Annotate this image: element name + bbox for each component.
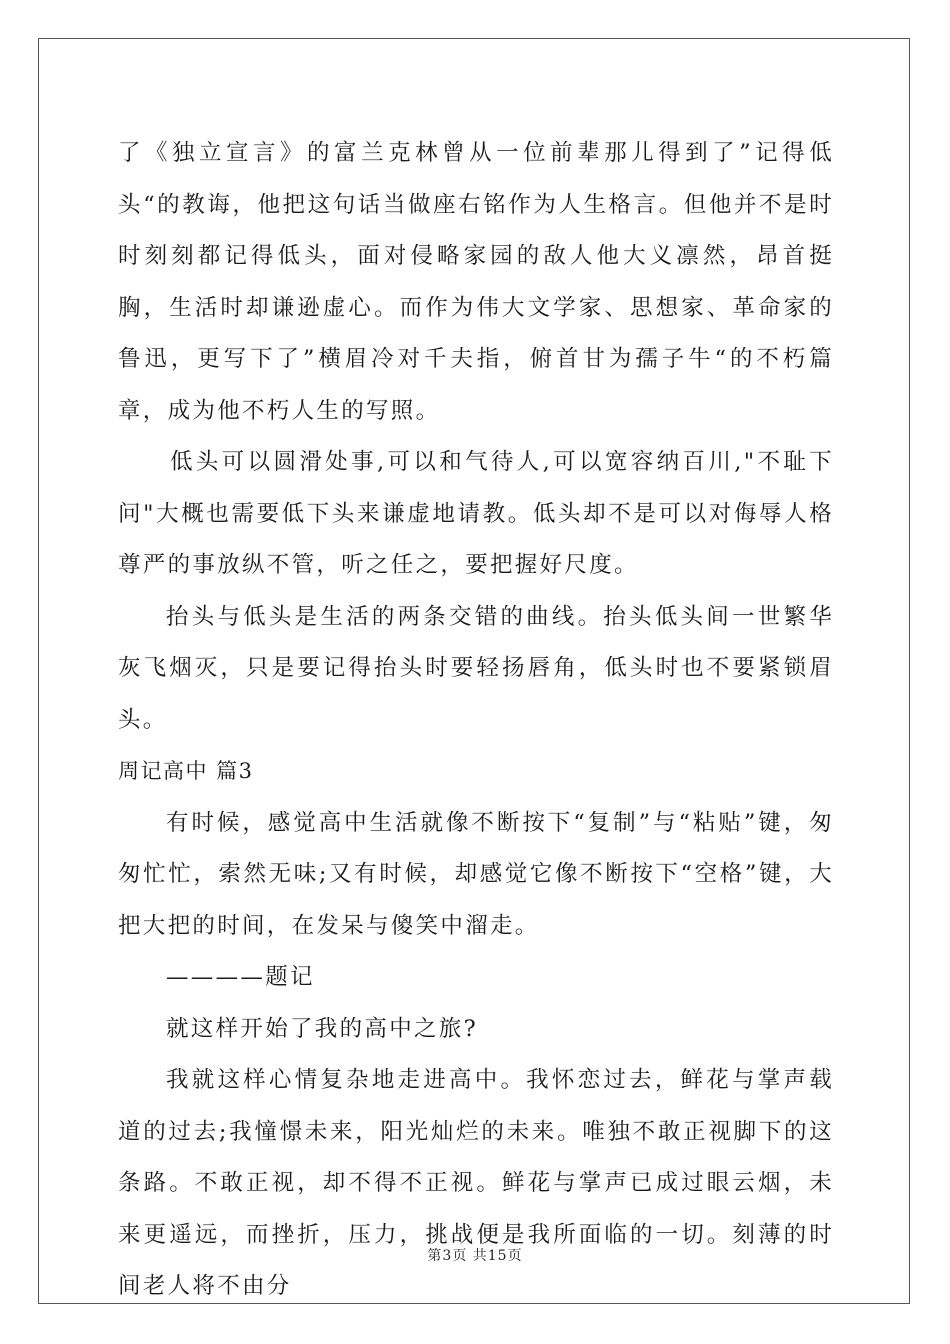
paragraph-lowering-head: 低头可以圆滑处事,可以和气待人,可以宽容纳百川,"不耻下问"大概也需要低下头来谦虚地请教。低头却不是可以对侮辱人格尊严的事放纵不管，听之任之，要把握好尺度。 [118, 449, 834, 578]
page-number-footer: 第3页 共15页 [427, 1248, 523, 1264]
paragraph-franklin: 了《独立宣言》的富兰克林曾从一位前辈那儿得到了”记得低头“的教诲，他把这句话当做座右铭作为人生格言。但他并不是时时刻刻都记得低头，面对侵略家园的敌人他大义凛然，昂首挺胸，生活时却谦逊虚心。而作为伟大文学家、思想家、革命家的鲁迅，更写下了”横眉冷对千夫指，俯首甘为孺子牛“的不朽篇章，成为他不朽人生的写照。 [118, 140, 834, 424]
paragraph-journey-start: 就这样开始了我的高中之旅? [166, 1015, 478, 1042]
epigraph-attribution: ————题记 [166, 964, 315, 990]
paragraph-epigraph: 有时候，感觉高中生活就像不断按下“复制”与“粘贴”键，匆匆忙忙，索然无味;又有时候，却感觉它像不断按下“空格”键，大把大把的时间，在发呆与傻笑中溜走。 [118, 809, 834, 939]
paragraph-raise-and-lower: 抬头与低头是生活的两条交错的曲线。抬头低头间一世繁华灰飞烟灭，只是要记得抬头时要轻扬唇角，低头时也不要紧锁眉头。 [118, 603, 834, 733]
paragraph-entering-high-school: 我就这样心情复杂地走进高中。我怀恋过去，鲜花与掌声载道的过去;我憧憬未来，阳光灿烂的未来。唯独不敢正视脚下的这条路。不敢正视，却不得不正视。鲜花与掌声已成过眼云烟，未来更遥远，而挫折，压力，挑战便是我所面临的一切。刻薄的时间老人将不由分 [118, 1067, 834, 1299]
section-heading: 周记高中 篇3 [118, 759, 254, 783]
document-body [118, 128, 834, 1313]
